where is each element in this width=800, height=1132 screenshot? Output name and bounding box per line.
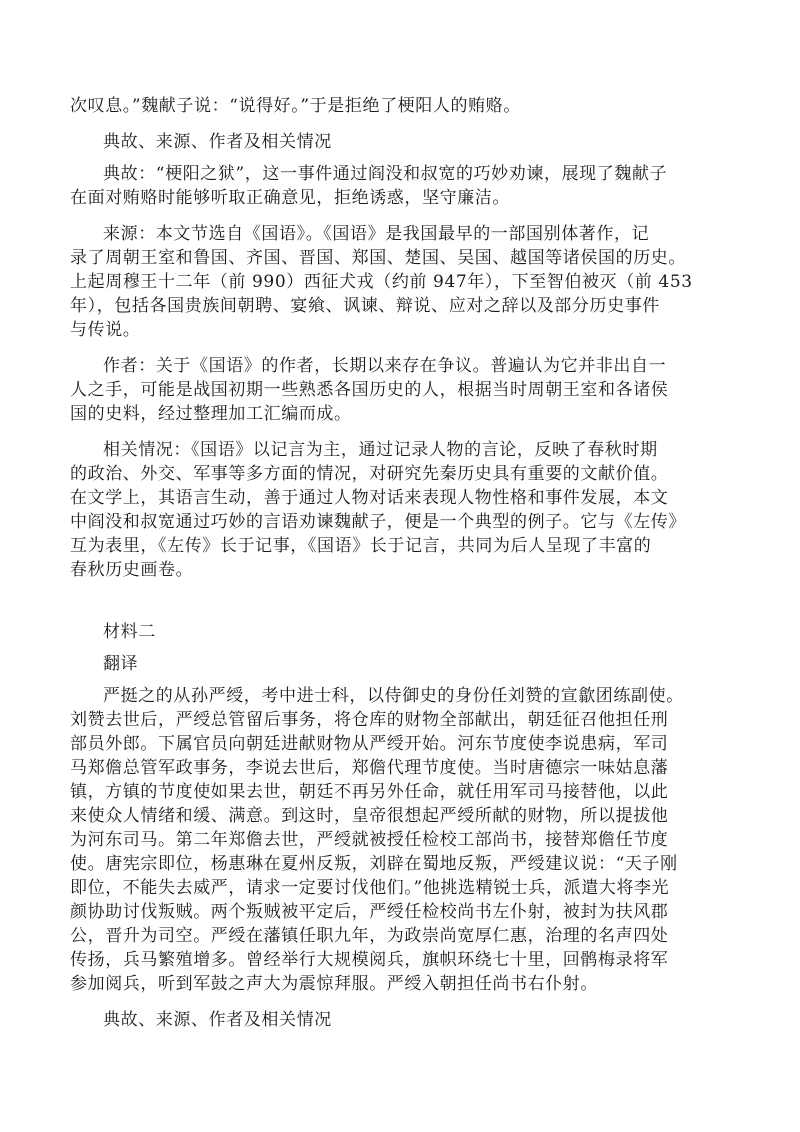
text-line: 来源：本文节选自《国语》。《国语》是我国最早的一部国别体著作，记: [103, 224, 650, 244]
section-heading: 典故、来源、作者及相关情况: [103, 132, 332, 152]
text-line: 镇，方镇的节度使如果去世，朝廷不再另外任命，就任用军司马接替他，以此: [70, 782, 669, 802]
text-line: 相关情况：《国语》以记言为主，通过记录人物的言论，反映了春秋时期: [103, 440, 658, 460]
text-line: 在文学上，其语言生动，善于通过人物对话来表现人物性格和事件发展，本文: [70, 488, 669, 508]
text-line: 即位，不能失去威严，请求一定要讨伐他们。”他挑选精锐士兵，派遣大将李光: [70, 878, 670, 898]
text-line: 中阎没和叔宽通过巧妙的言语劝谏魏献子，便是一个典型的例子。它与《左传》: [70, 512, 686, 532]
text-line: 典故：“梗阳之狱”，这一事件通过阎没和叔宽的巧妙劝谏，展现了魏献子: [103, 164, 668, 184]
text-line: 作者：关于《国语》的作者，长期以来存在争议。普遍认为它并非出自一: [103, 356, 667, 376]
text-line: 与传说。: [70, 320, 141, 340]
text-line: 在面对贿赂时能够听取正确意见，拒绝诱惑，坚守廉洁。: [70, 188, 510, 208]
material-title: 材料二: [103, 622, 156, 642]
text-line: 颜协助讨伐叛贼。两个叛贼被平定后，严绶任检校尚书左仆射，被封为扶风郡: [70, 902, 669, 922]
section-heading: 典故、来源、作者及相关情况: [103, 1010, 332, 1030]
text-line: 上起周穆王十二年（前 990）西征犬戎（约前 947年），下至智伯被灭（前 453: [70, 272, 693, 292]
text-line: 次叹息。”魏献子说：“说得好。”于是拒绝了梗阳人的贿赂。: [70, 96, 521, 116]
text-line: 部员外郎。下属官员向朝廷进献财物从严绶开始。河东节度使李说患病，军司: [70, 734, 669, 754]
text-line: 春秋历史画卷。: [70, 560, 194, 580]
text-line: 的政治、外交、军事等多方面的情况，对研究先秦历史具有重要的文献价值。: [70, 464, 669, 484]
text-line: 国的史料，经过整理加工汇编而成。: [70, 404, 352, 424]
text-line: 刘赞去世后，严绶总管留后事务，将仓库的财物全部献出，朝廷征召他担任刑: [70, 710, 669, 730]
text-line: 年），包括各国贵族间朝聘、宴飨、讽谏、辩说、应对之辞以及部分历史事件: [70, 296, 660, 316]
text-line: 录了周朝王室和鲁国、齐国、晋国、郑国、楚国、吴国、越国等诸侯国的历史。: [70, 248, 686, 268]
text-line: 传扬，兵马繁殖增多。曾经举行大规模阅兵，旗帜环绕七十里，回鹘梅录将军: [70, 950, 669, 970]
text-line: 为河东司马。第二年郑儋去世，严绶就被授任检校工部尚书，接替郑儋任节度: [70, 830, 669, 850]
translation-heading: 翻译: [103, 654, 139, 674]
text-line: 人之手，可能是战国初期一些熟悉各国历史的人，根据当时周朝王室和各诸侯: [70, 380, 669, 400]
text-line: 来使众人情绪和缓、满意。到这时，皇帝很想起严绶所献的财物，所以提拔他: [70, 806, 669, 826]
text-line: 公，晋升为司空。严绶在藩镇任职九年，为政崇尚宽厚仁惠，治理的名声四处: [70, 926, 669, 946]
text-line: 使。唐宪宗即位，杨惠琳在夏州反叛，刘辟在蜀地反叛，严绶建议说：“天子刚: [70, 854, 678, 874]
text-line: 严挺之的从孙严绶，考中进士科，以侍御史的身份任刘赞的宣歙团练副使。: [103, 686, 684, 706]
text-line: 参加阅兵，听到军鼓之声大为震惊拜服。严绶入朝担任尚书右仆射。: [70, 974, 598, 994]
text-line: 互为表里，《左传》长于记事，《国语》长于记言，共同为后人呈现了丰富的: [70, 536, 652, 556]
text-line: 马郑儋总管军政事务，李说去世后，郑儋代理节度使。当时唐德宗一味姑息藩: [70, 758, 669, 778]
